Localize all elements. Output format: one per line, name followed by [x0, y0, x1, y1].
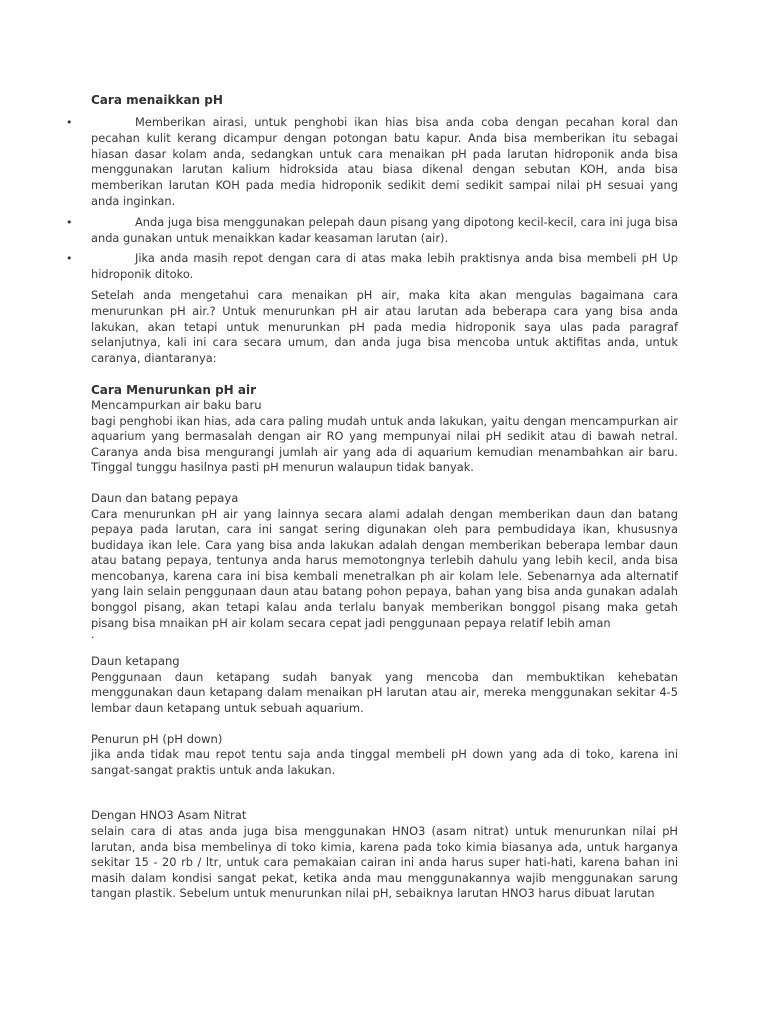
method-text: jika anda tidak mau repot tentu saja anda tinggal membeli pH down yang ada di toko, karena ini sangat-sangat praktis untuk anda lakukan.	[91, 747, 678, 777]
bullet-icon: •	[66, 116, 73, 129]
section-heading: Cara Menurunkan pH air	[91, 382, 257, 397]
method-heading: Daun dan batang pepaya	[91, 490, 239, 505]
bullet-text: Anda juga bisa menggunakan pelepah daun pisang yang dipotong kecil-kecil, cara ini juga bisa anda gunakan untuk menaikkan kadar keasaman larutan (air).	[91, 214, 678, 245]
method-block	[91, 808, 678, 902]
method-heading: Dengan HNO3 Asam Nitrat	[91, 808, 247, 823]
method-block	[91, 398, 678, 476]
method-heading: Penurun pH (pH down)	[91, 731, 223, 746]
bullet-item	[66, 214, 678, 247]
bullet-icon: •	[66, 252, 73, 266]
method-text: selain cara di atas anda juga bisa menggunakan HNO3 (asam nitrat) untuk menurunkan nilai pH larutan, anda bisa membelinya di toko kimia, karena pada toko kimia biasanya ada, untuk harganya sekitar 15 - 20 rb / ltr, untuk cara pemakaian cairan ini anda harus super hati-hati, karena bahan ini masih dalam kondisi sangat pekat, ketika anda mau menggunakannya wajib menggunakan sarung tangan plastik. Sebelum untuk menurunkan nilai pH, sebaiknya larutan HNO3 harus dibuat larutan	[91, 824, 678, 901]
intro-paragraph: Setelah anda mengetahui cara menaikan pH air, maka kita akan mengulas bagaimana cara menurunkan pH air.? Untuk menurunkan pH air atau larutan ada beberapa cara yang bisa anda lakukan, akan tetapi untuk menurunkan pH pada media hidroponik saya ulas pada paragraf selanjutnya, kali ini cara secara umum, dan anda juga bisa mencoba untuk aktifitas anda, untuk caranya, diantaranya:	[91, 287, 678, 366]
method-heading: Daun ketapang	[91, 654, 180, 669]
bullet-item	[66, 115, 678, 210]
method-text: bagi penghobi ikan hias, ada cara paling mudah untuk anda lakukan, yaitu dengan mencampurkan air aquarium yang bermasalah dengan air RO yang mempunyai nilai pH sedikit atau di bawah netral. Caranya anda bisa mengurangi jumlah air yang ada di aquarium kemudian menambahkan air baru. Tinggal tunggu hasilnya pasti pH menurun walaupun tidak banyak.	[91, 413, 678, 475]
method-text: Cara menurunkan pH air yang lainnya secara alami adalah dengan memberikan daun dan batang pepaya pada larutan, cara ini sangat sering digunakan oleh para pembudidaya ikan, khususnya budidaya ikan lele. Cara yang bisa anda lakukan adalah dengan memberikan beberapa lembar daun atau batang pepaya, tentunya anda harus memotongnya terlebih dahulu yang lebih kecil, anda bisa mencobanya, karena cara ini bisa kembali menetralkan ph air kolam lele. Sebenarnya ada alternatif yang lain selain penggunaan daun atau batang pohon pepaya, bahan yang bisa anda gunakan adalah bonggol pisang, akan tetapi kalau anda terlalu banyak memberikan bonggol pisang maka getah pisang bisa mnaikan pH air kolam secara cepat jadi penggunaan pepaya relatif lebih aman	[91, 506, 678, 630]
bullet-icon: •	[66, 215, 73, 229]
bullet-list	[66, 115, 678, 283]
bullet-text: Jika anda masih repot dengan cara di atas maka lebih praktisnya anda bisa membeli pH Up hidroponik ditoko.	[91, 251, 678, 282]
method-block	[91, 490, 678, 642]
doc-title: Cara menaikkan pH	[91, 93, 223, 107]
bullet-text: Memberikan airasi, untuk penghobi ikan hias bisa anda coba dengan pecahan koral dan pecahan kulit kerang dicampur dengan potongan batu kapur. Anda bisa memberikan itu sebagai hiasan dasar kolam anda, sedangkan untuk cara menaikan pH pada larutan hidroponik anda bisa menggunakan larutan kalium hidroksida atau biasa dikenal dengan sebutan KOH, anda bisa memberikan larutan KOH pada media hidroponik sedikit demi sedikit sampai nilai pH sesuai yang anda inginkan.	[91, 115, 678, 208]
method-trailing-dot: .	[91, 628, 95, 642]
bullet-item	[66, 251, 678, 283]
method-heading: Mencampurkan air baku baru	[91, 397, 262, 412]
method-text: Penggunaan daun ketapang sudah banyak yang mencoba dan membuktikan kehebatan menggunakan daun ketapang dalam menaikan pH larutan atau air, mereka menggunakan sekitar 4-5 lembar daun ketapang untuk sebuah aquarium.	[91, 669, 678, 716]
method-block	[91, 654, 678, 716]
method-block	[91, 732, 678, 779]
document-body	[66, 92, 678, 917]
